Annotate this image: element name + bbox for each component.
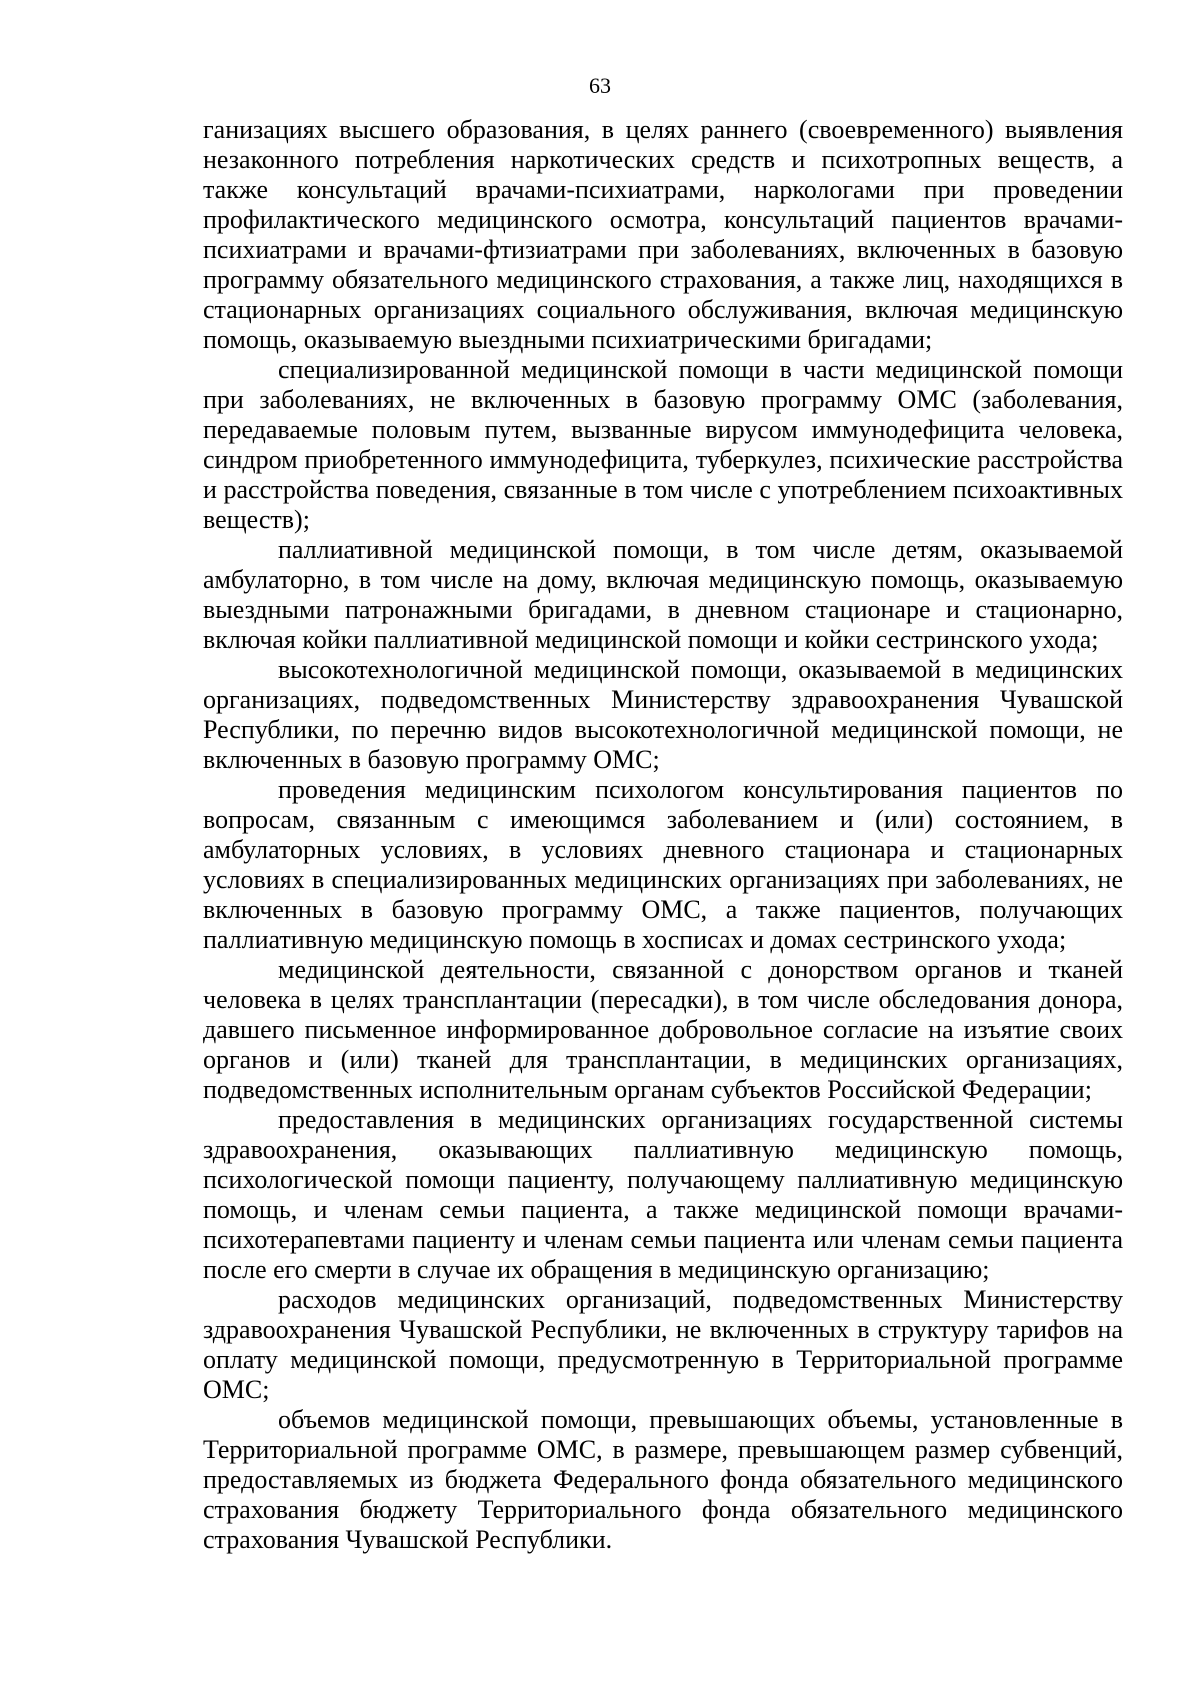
page-number: 63 <box>589 73 611 98</box>
paragraph-excess-volumes: объемов медицинской помощи, превышающих объемы, установленные в Территориальной программе ОМС, в размере, превышающем размер субвенций, предоставляемых из бюджета Федерального фонда обязательного медицинского страхования бюджету Территориального фонда обязательного медицинского страхования Чувашской Республики. <box>203 1405 1123 1554</box>
paragraph-psychologist-consulting: проведения медицинским психологом консультирования пациентов по вопросам, связанным с имеющимся заболеванием и (или) состоянием, в амбулаторных условиях, в условиях дневного стационара и стационарных условиях в специализированных медицинских организациях при заболеваниях, не включенных в базовую программу ОМС, а также пациентов, получающих паллиативную медицинскую помощь в хосписах и домах сестринского ухода; <box>203 775 1123 954</box>
paragraph-organ-donation: медицинской деятельности, связанной с донорством органов и тканей человека в целях трансплантации (пересадки), в том числе обследования донора, давшего письменное информированное добровольное согласие на изъятие своих органов и (или) тканей для трансплантации, в медицинских организациях, подведомственных исполнительным органам субъектов Российской Федерации; <box>203 955 1123 1104</box>
paragraph-psychological-help: предоставления в медицинских организациях государственной системы здравоохранения, оказывающих паллиативную медицинскую помощь, психологической помощи пациенту, получающему паллиативную медицинскую помощь, и членам семьи пациента, а также медицинской помощи врачами-психотерапевтами пациенту и членам семьи пациента или членам семьи пациента после его смерти в случае их обращения в медицинскую организацию; <box>203 1105 1123 1284</box>
paragraph-continuation: ганизациях высшего образования, в целях раннего (своевременного) выявления незаконного потребления наркотических средств и психотропных веществ, а также консультаций врачами-психиатрами, наркологами при проведении профилактического медицинского осмотра, консультаций пациентов врачами-психиатрами и врачами-фтизиатрами при заболеваниях, включенных в базовую программу обязательного медицинского страхования, а также лиц, находящихся в стационарных организациях социального обслуживания, включая медицинскую помощь, оказываемую выездными психиатрическими бригадами; <box>203 115 1123 354</box>
paragraph-palliative-care: паллиативной медицинской помощи, в том числе детям, оказываемой амбулаторно, в том числе на дому, включая медицинскую помощь, оказываемую выездными патронажными бригадами, в дневном стационаре и стационарно, включая койки паллиативной медицинской помощи и койки сестринского ухода; <box>203 535 1123 654</box>
paragraph-specialized-care: специализированной медицинской помощи в части медицинской помощи при заболеваниях, не включенных в базовую программу ОМС (заболевания, передаваемые половым путем, вызванные вирусом иммунодефицита человека, синдром приобретенного иммунодефицита, туберкулез, психические расстройства и расстройства поведения, связанные в том числе с употреблением психоактивных веществ); <box>203 355 1123 534</box>
document-body <box>203 115 1123 1555</box>
paragraph-organization-expenses: расходов медицинских организаций, подведомственных Министерству здравоохранения Чувашской Республики, не включенных в структуру тарифов на оплату медицинской помощи, предусмотренную в Территориальной программе ОМС; <box>203 1285 1123 1404</box>
paragraph-high-tech-care: высокотехнологичной медицинской помощи, оказываемой в медицинских организациях, подведомственных Министерству здравоохранения Чувашской Республики, по перечню видов высокотехнологичной медицинской помощи, не включенных в базовую программу ОМС; <box>203 655 1123 774</box>
